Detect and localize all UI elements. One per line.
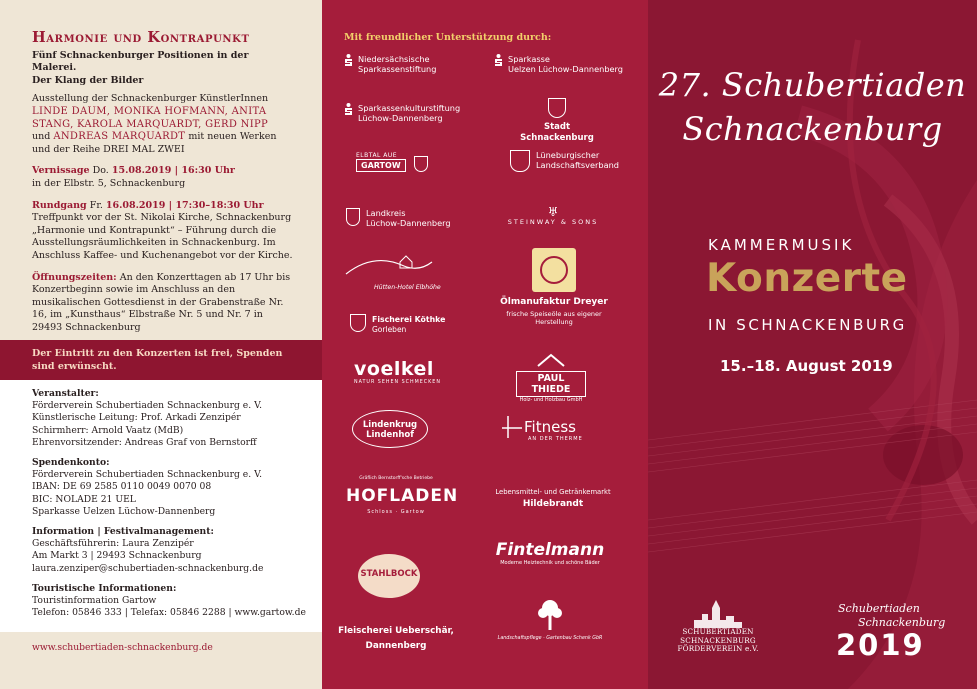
tourism-contact: Telefon: 05846 333 | Telefax: 05846 2288 | www.gartow.de <box>32 607 306 619</box>
rundgang-day: Fr. <box>89 199 103 211</box>
donation-line: IBAN: DE 69 2585 0110 0049 0070 08 <box>32 481 212 493</box>
logo-text: Lebensmittel- und Getränkemarkt <box>495 488 611 496</box>
exhibition-info <box>32 29 294 343</box>
logo-text: Niedersächsische <box>358 54 430 64</box>
management-email: laura.zenziper@schubertiaden-schnackenburg.de <box>32 562 264 574</box>
logo-text: Landschaftsverband <box>536 160 620 170</box>
festival-year: 2019 <box>836 628 925 662</box>
organizer-heading: Veranstalter: <box>32 388 99 399</box>
konzerte-label: Konzerte <box>706 256 908 301</box>
donation-heading: Spendenkonto: <box>32 457 110 469</box>
opening-hours-text: An den Konzerttagen ab 17 Uhr bis Konzertbeginn sowie im Anschluss an den musikalischen Gottesdienst in der Grabenstraße Nr. 16, im „Kunsthaus“ Elbstraße Nr. 5 und Nr. 7 in 29493 Schnackenburg <box>32 271 291 333</box>
organizer-section <box>32 388 312 449</box>
exhibition-subtitle-2: Der Klang der Bilder <box>32 74 144 86</box>
logo-text: Moderne Heiztechnik und schöne Bäder <box>500 560 600 566</box>
logo-text: Landschaftspflege · Gartenbau Schenk GbR <box>497 636 603 641</box>
logo-hofladen <box>346 476 459 515</box>
logo-text: Fitness <box>524 418 576 436</box>
foot-line: SCHNACKENBURG <box>680 635 756 645</box>
rundgang-block <box>32 200 294 263</box>
logo-hildebrandt <box>488 488 618 510</box>
tourism-heading: Touristische Informationen: <box>32 582 177 594</box>
fitness-swoosh-icon <box>502 414 524 440</box>
festival-title-line1: 27. Schubertiaden <box>658 66 967 104</box>
festival-title-line2: Schnackenburg <box>682 110 943 148</box>
foot-line: FÖRDERVEREIN e.V. <box>677 644 759 653</box>
logo-lueneburgischer-landschaftsverband <box>510 150 619 170</box>
management-heading: Information | Festivalmanagement: <box>32 526 214 538</box>
sparkasse-icon <box>344 54 353 66</box>
logo-fischerei-koethke <box>350 314 445 335</box>
logo-fitness <box>502 414 583 442</box>
logo-text: STAHLBOCK <box>360 569 418 579</box>
kammermusik-label: KAMMERMUSIK <box>708 236 855 254</box>
logo-text: Sparkasse <box>508 54 550 64</box>
exhibition-subtitle-1: Fünf Schnackenburger Positionen in der Malerei. <box>32 49 249 74</box>
vernissage-day: Do. <box>92 165 109 177</box>
logo-text: PAUL THIEDE <box>516 371 586 397</box>
signature-line1: Schubertiaden <box>838 602 920 615</box>
logo-lindenkrug <box>352 410 428 448</box>
management-section <box>32 526 312 575</box>
management-line: Geschäftsführerin: Laura Zenzipér <box>32 538 194 550</box>
coat-of-arms-icon <box>350 314 366 332</box>
logo-text: AN DER THERME <box>528 436 583 442</box>
logo-fintelmann <box>494 540 606 566</box>
logo-text: Dannenberg <box>365 641 427 651</box>
logo-text: NATUR SEHEN SCHMECKEN <box>354 380 441 385</box>
logo-text: HOFLADEN <box>346 486 459 506</box>
vernissage-label: Vernissage <box>32 165 90 177</box>
sparkasse-icon <box>344 103 353 115</box>
rundgang-date: 16.08.2019 | 17:30–18:30 Uhr <box>105 199 264 211</box>
logo-text: Uelzen Lüchow-Dannenberg <box>508 64 623 74</box>
house-icon <box>536 353 566 367</box>
sponsors-panel <box>322 0 648 689</box>
lions-emblem-icon <box>532 248 576 292</box>
logo-landschaftspflege <box>490 598 610 641</box>
festival-date: 15.–18. August 2019 <box>720 357 893 375</box>
opening-hours-label: Öffnungszeiten: <box>32 271 117 283</box>
logo-landkreis <box>346 208 451 228</box>
management-line: Am Markt 3 | 29493 Schnackenburg <box>32 550 202 562</box>
logo-text: Hütten-Hotel Elbhöhe <box>374 284 441 291</box>
logo-text: Lindenkrug <box>362 420 418 430</box>
town-silhouette-icon <box>694 598 742 628</box>
vernissage-place: in der Elbstr. 5, Schnackenburg <box>32 177 186 189</box>
logo-text: GARTOW <box>356 159 406 172</box>
logo-text: Landkreis <box>366 208 406 218</box>
cover-panel <box>648 0 977 689</box>
artist-last: ANDREAS MARQUARDT <box>53 131 186 143</box>
donation-line: BIC: NOLADE 21 UEL <box>32 493 136 505</box>
rundgang-text: Treffpunkt vor der St. Nikolai Kirche, Schnackenburg „Harmonie und Kontrapunkt“ – Führung durch die Ausstellungsräumlichkeiten in Schnackenburg. Im Anschluss Kaffee- und Kuchenangebot vor der Kirche. <box>32 212 293 261</box>
support-heading: Mit freundlicher Unterstützung durch: <box>344 32 552 43</box>
logo-paul-thiede <box>516 352 586 403</box>
free-entry-banner <box>0 340 322 380</box>
logo-text: Schloss · Gartow <box>367 509 425 515</box>
exhibition-intro <box>32 93 294 156</box>
logo-steinway <box>498 206 608 226</box>
contact-panel <box>0 380 322 632</box>
logo-stadt-schnackenburg <box>512 98 602 144</box>
logo-text: Gorleben <box>372 325 407 334</box>
logo-voelkel <box>354 358 441 385</box>
website-bar <box>0 632 322 689</box>
foerderverein-logo-text <box>672 628 764 654</box>
and-text: und <box>32 131 51 143</box>
logo-text: Lüchow-Dannenberg <box>358 113 443 123</box>
organizer-line: Förderverein Schubertiaden Schnackenburg e. V. <box>32 400 263 412</box>
donation-line: Förderverein Schubertiaden Schnackenburg e. V. <box>32 469 263 481</box>
logo-fleischerei-ueberschaer <box>338 624 454 654</box>
tourism-line: Touristinformation Gartow <box>32 595 157 607</box>
logo-text: Fischerei Köthke <box>372 315 446 324</box>
donation-line: Sparkasse Uelzen Lüchow-Dannenberg <box>32 505 216 517</box>
logo-text: Lüchow-Dannenberg <box>366 218 451 228</box>
free-entry-text: Der Eintritt zu den Konzerten ist frei, Spenden sind erwünscht. <box>32 348 283 372</box>
organizer-line: Ehrenvorsitzender: Andreas Graf von Bernstorff <box>32 436 257 448</box>
logo-text: frische Speiseöle aus eigener Herstellung <box>506 310 602 326</box>
logo-text: ELBTAL AUE <box>356 152 398 159</box>
intro-text: Ausstellung der Schnackenburger KünstlerInnen <box>32 93 269 105</box>
horse-crest-icon <box>510 150 530 172</box>
logo-text: voelkel <box>354 358 434 380</box>
foot-line: SCHUBERTIADEN <box>682 627 754 636</box>
organizer-line: Schirmherr: Arnold Vaatz (MdB) <box>32 424 184 436</box>
location-label: IN SCHNACKENBURG <box>708 316 907 334</box>
signature-line2: Schnackenburg <box>858 616 946 629</box>
logo-text: Lüneburgischer <box>536 150 600 160</box>
sparkasse-icon <box>494 54 503 66</box>
logo-text: Fleischerei Ueberschär, <box>338 626 454 636</box>
coat-of-arms-icon <box>346 208 360 226</box>
logo-text: Sparkassenkulturstiftung <box>358 103 461 113</box>
vernissage-block <box>32 165 294 190</box>
tree-icon <box>537 598 563 632</box>
logo-text: Sparkassenstiftung <box>358 64 437 74</box>
opening-hours-block <box>32 272 294 335</box>
lyre-icon: ♅ <box>547 205 559 219</box>
logo-huetten-hotel <box>344 248 464 291</box>
logo-text: STEINWAY & SONS <box>507 218 599 226</box>
logo-oelmanufaktur <box>490 248 618 326</box>
logo-text: Gräflich Bernstorff'sche Betriebe <box>359 476 433 481</box>
tourism-section <box>32 583 312 620</box>
vernissage-date: 15.08.2019 | 16:30 Uhr <box>111 165 235 177</box>
logo-text: Stadt Schnackenburg <box>520 122 594 143</box>
website-link: www.schubertiaden-schnackenburg.de <box>32 642 213 653</box>
logo-text: Holz- und Holzbau GmbH <box>519 397 583 403</box>
exhibition-title: Harmonie und Kontrapunkt <box>32 29 250 46</box>
logo-text: Hildebrandt <box>522 499 584 509</box>
hotel-landscape-icon <box>344 248 434 280</box>
donation-section <box>32 457 312 518</box>
logo-gartow <box>356 152 406 172</box>
artist-list: LINDE DAUM, MONIKA HOFMANN, ANITA STANG, KAROLA MARQUARDT, GERD NIPP <box>32 105 268 130</box>
rundgang-label: Rundgang <box>32 199 87 211</box>
coat-of-arms-icon <box>548 98 566 118</box>
logo-sparkasse-uelzen <box>494 54 623 74</box>
logo-nds-sparkassenstiftung <box>344 54 436 74</box>
coat-of-arms-icon <box>414 156 428 172</box>
logo-text: Lindenhof <box>366 430 414 440</box>
logo-text: Ölmanufaktur Dreyer <box>500 297 608 307</box>
logo-sparkassenkulturstiftung <box>344 103 460 123</box>
logo-stahlbock <box>358 554 420 598</box>
logo-text: Fintelmann <box>495 540 605 560</box>
intro-end: mit neuen Werken und der Reihe DREI MAL ZWEI <box>32 131 277 155</box>
organizer-line: Künstlerische Leitung: Prof. Arkadi Zenzipér <box>32 412 241 424</box>
